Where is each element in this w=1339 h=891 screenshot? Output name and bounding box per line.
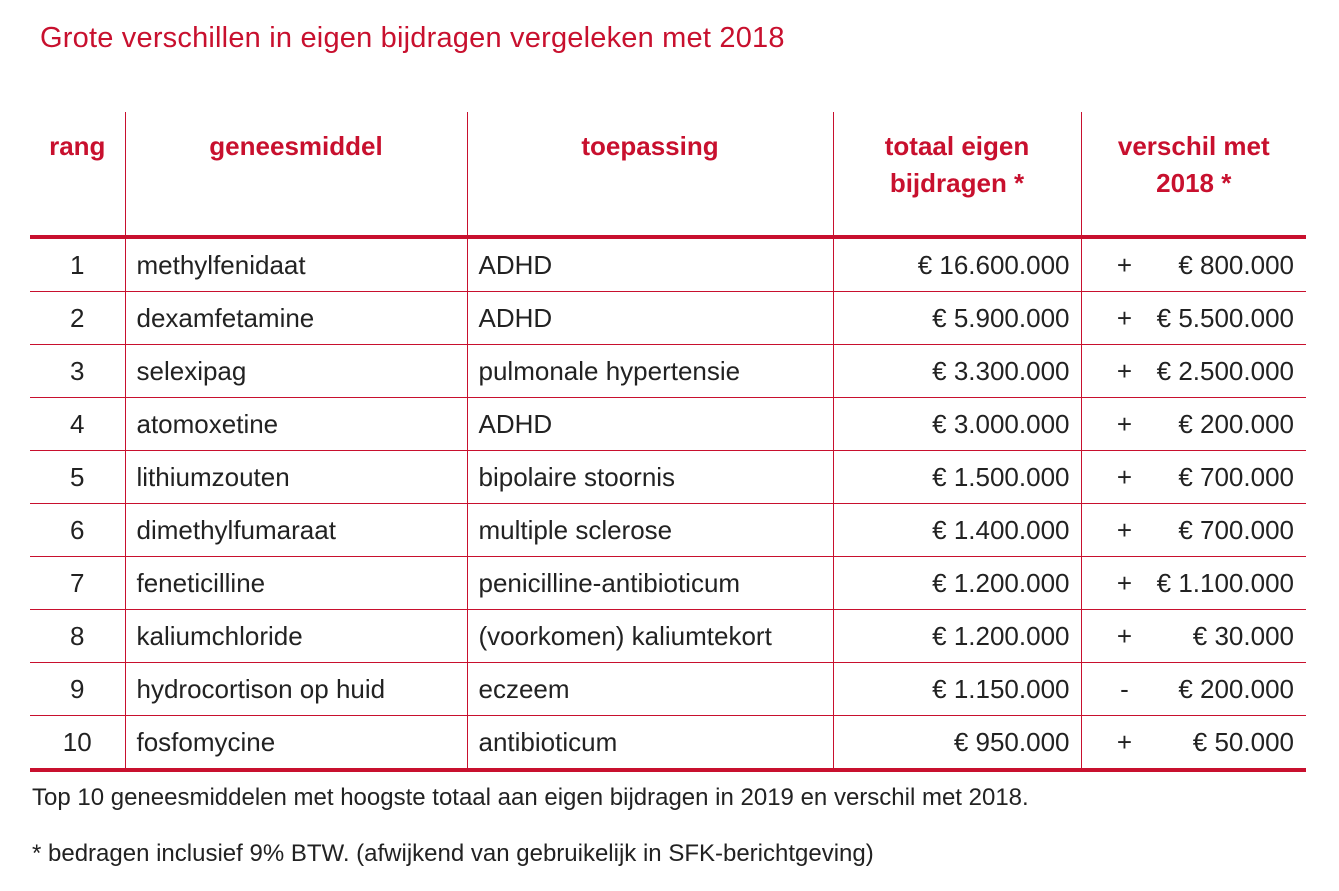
cell-rang: 1 [30,237,125,292]
cell-toepassing: multiple sclerose [467,504,833,557]
cell-toepassing: (voorkomen) kaliumtekort [467,610,833,663]
cell-toepassing: ADHD [467,237,833,292]
cell-geneesmiddel: kaliumchloride [125,610,467,663]
diff-sign: + [1116,249,1133,280]
cell-rang: 9 [30,663,125,716]
cell-verschil [1081,716,1306,771]
header-rang: rang [30,112,125,237]
table-row [30,451,1306,504]
diff-sign: - [1120,673,1129,704]
diff-amount: € 200.000 [1178,408,1294,439]
cell-rang: 5 [30,451,125,504]
cell-totaal: € 5.900.000 [833,292,1081,345]
cell-verschil [1081,610,1306,663]
diff-sign: + [1116,620,1133,651]
diff-sign: + [1116,408,1133,439]
cell-rang: 7 [30,557,125,610]
cell-rang: 8 [30,610,125,663]
diff-amount: € 5.500.000 [1156,302,1294,333]
diff-sign: + [1116,514,1133,545]
table-caption: Top 10 geneesmiddelen met hoogste totaal aan eigen bijdragen in 2019 en verschil met 2018. [32,784,1029,811]
diff-amount: € 2.500.000 [1156,355,1294,386]
diff-amount: € 200.000 [1178,673,1294,704]
diff-amount: € 800.000 [1178,249,1294,280]
cell-totaal: € 1.200.000 [833,557,1081,610]
diff-amount: € 700.000 [1178,461,1294,492]
cell-verschil [1081,398,1306,451]
cell-geneesmiddel: methylfenidaat [125,237,467,292]
cell-verschil [1081,557,1306,610]
cell-verschil [1081,663,1306,716]
cell-geneesmiddel: atomoxetine [125,398,467,451]
cell-verschil [1081,237,1306,292]
cell-geneesmiddel: selexipag [125,345,467,398]
cell-totaal: € 3.000.000 [833,398,1081,451]
header-geneesmiddel: geneesmiddel [125,112,467,237]
table-row [30,716,1306,771]
page-title: Grote verschillen in eigen bijdragen vergeleken met 2018 [40,22,785,54]
table-row [30,237,1306,292]
cell-totaal: € 1.500.000 [833,451,1081,504]
diff-amount: € 30.000 [1192,620,1294,651]
cell-geneesmiddel: lithiumzouten [125,451,467,504]
table-row [30,557,1306,610]
cell-toepassing: penicilline-antibioticum [467,557,833,610]
cell-toepassing: eczeem [467,663,833,716]
cell-toepassing: antibioticum [467,716,833,771]
cell-totaal: € 1.150.000 [833,663,1081,716]
cell-verschil [1081,292,1306,345]
table-row [30,292,1306,345]
cell-totaal: € 1.200.000 [833,610,1081,663]
diff-amount: € 50.000 [1192,726,1294,757]
cell-rang: 10 [30,716,125,771]
cell-toepassing: bipolaire stoornis [467,451,833,504]
diff-sign: + [1116,567,1133,598]
cell-rang: 2 [30,292,125,345]
cell-geneesmiddel: feneticilline [125,557,467,610]
table-row [30,610,1306,663]
cell-geneesmiddel: fosfomycine [125,716,467,771]
diff-sign: + [1116,461,1133,492]
cell-totaal: € 950.000 [833,716,1081,771]
header-toepassing: toepassing [467,112,833,237]
table-header-row [30,112,1306,237]
table-row [30,504,1306,557]
cell-toepassing: ADHD [467,292,833,345]
diff-sign: + [1116,355,1133,386]
table-row [30,663,1306,716]
cell-geneesmiddel: hydrocortison op huid [125,663,467,716]
diff-amount: € 1.100.000 [1156,567,1294,598]
cell-verschil [1081,345,1306,398]
cell-toepassing: ADHD [467,398,833,451]
cell-rang: 4 [30,398,125,451]
cell-verschil [1081,451,1306,504]
table-row [30,398,1306,451]
cell-totaal: € 1.400.000 [833,504,1081,557]
cell-rang: 6 [30,504,125,557]
cell-totaal: € 3.300.000 [833,345,1081,398]
cell-rang: 3 [30,345,125,398]
diff-sign: + [1116,726,1133,757]
header-totaal: totaal eigen bijdragen * [833,112,1081,237]
contributions-table [30,112,1306,772]
diff-amount: € 700.000 [1178,514,1294,545]
footnote: * bedragen inclusief 9% BTW. (afwijkend van gebruikelijk in SFK-berichtgeving) [32,840,874,867]
cell-toepassing: pulmonale hypertensie [467,345,833,398]
cell-geneesmiddel: dexamfetamine [125,292,467,345]
diff-sign: + [1116,302,1133,333]
cell-totaal: € 16.600.000 [833,237,1081,292]
header-verschil: verschil met 2018 * [1081,112,1306,237]
cell-geneesmiddel: dimethylfumaraat [125,504,467,557]
table-row [30,345,1306,398]
cell-verschil [1081,504,1306,557]
